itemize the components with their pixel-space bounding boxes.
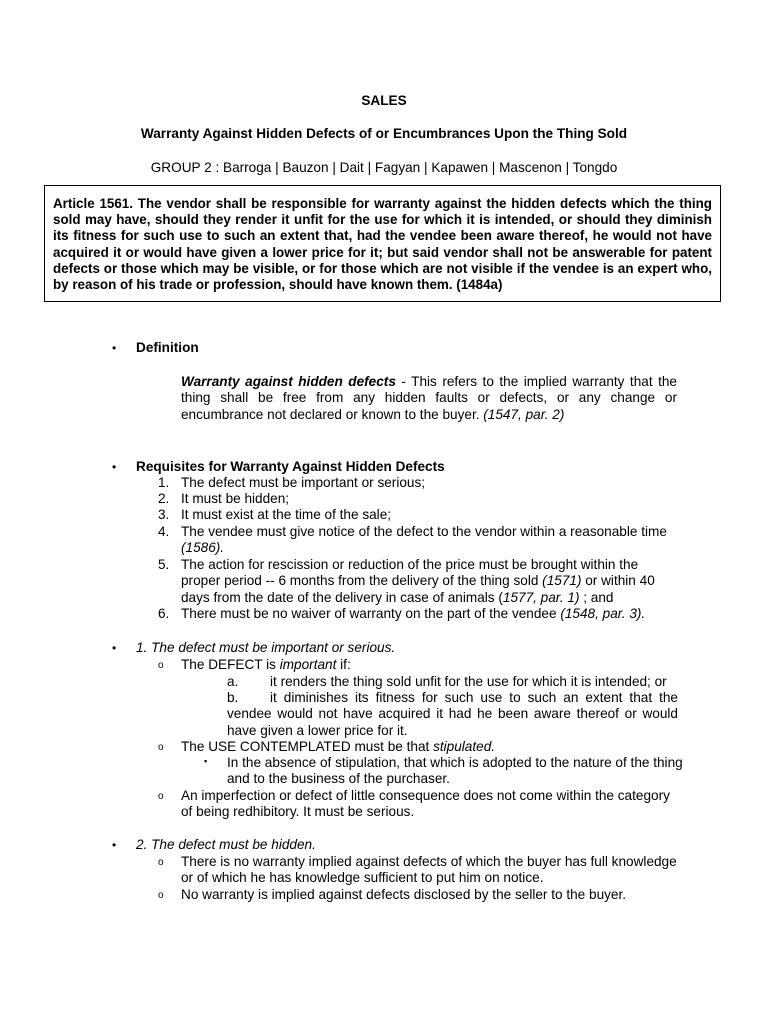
circle-bullet-icon: o	[158, 791, 164, 802]
requisite-text: The vendee must give notice of the defect to the vendor within a reasonable time	[181, 524, 667, 539]
bullet-icon: •	[112, 341, 117, 355]
document-title: SALES	[361, 93, 407, 108]
requisite-number: 2.	[158, 491, 170, 506]
circle-bullet-icon: o	[158, 660, 164, 671]
circle-bullet-icon: o	[158, 890, 164, 901]
subitem-label: b.	[227, 690, 239, 705]
requisite-text: There must be no waiver of warranty on the part of the vendee	[181, 606, 561, 621]
requisite-number: 3.	[158, 507, 170, 522]
section2-item: There is no warranty implied against defects of which the buyer has full knowledge or of which he has knowledge sufficient to put him on notice.	[181, 854, 677, 886]
important-text: The DEFECT is	[181, 657, 280, 672]
bullet-icon: •	[112, 460, 117, 474]
requisite-item: It must exist at the time of the sale;	[181, 507, 392, 522]
bullet-icon: •	[112, 641, 117, 655]
requisite-number: 5.	[158, 557, 170, 572]
subitem-text: it diminishes its fitness for such use to such an extent that the vendee would not have acquired it had he been aware thereof or would have given a lower price for it.	[227, 690, 678, 738]
requisites-heading: Requisites for Warranty Against Hidden Defects	[136, 459, 445, 474]
circle-bullet-icon: o	[158, 742, 164, 753]
requisite-item	[181, 606, 681, 622]
requisite-item: The defect must be important or serious;	[181, 475, 426, 490]
requisite-citation: (1548, par. 3).	[560, 606, 646, 621]
section2-heading: 2. The defect must be hidden.	[136, 837, 316, 852]
requisite-item	[181, 557, 681, 606]
requisite-text: The action for rescission or reduction of the price must be brought within the proper period -- 6 months from the delivery of the thing sold	[181, 557, 639, 589]
definition-term: Warranty against hidden defects	[181, 374, 396, 389]
requisite-citation: (1586).	[181, 540, 225, 556]
subitem-text: it renders the thing sold unfit for the use for which it is intended; or	[270, 674, 667, 689]
definition-citation: (1547, par. 2)	[483, 406, 565, 422]
requisite-number: 1.	[158, 475, 170, 490]
subitem-label: a.	[227, 674, 239, 689]
definition-heading: Definition	[136, 340, 199, 355]
article-box: Article 1561. The vendor shall be responsible for warranty against the hidden defects which the thing sold may have, should they render it unfit for the use for which it is intended, or should they diminish its fitness for such use to such an extent that, had the vendee been aware thereof, he would not have acquired it or would have given a lower price for it; but said vendor shall not be answerable for patent defects or those which may be visible, or for those which are not visible if the vendee is an expert who, by reason of his trade or profession, should have known them. (1484a)	[44, 185, 721, 302]
requisite-text: ; and	[579, 589, 614, 605]
imperfection-text: An imperfection or defect of little consequence does not come within the category of being redhibitory. It must be serious.	[181, 788, 670, 820]
use-stipulated: stipulated.	[433, 739, 496, 754]
important-word: important	[279, 657, 337, 672]
important-label	[181, 657, 351, 673]
requisite-text: or within 40 days from the date of the delivery in case of animals (	[181, 573, 655, 605]
definition-text: - This refers to the implied warranty that the thing shall be free from any hidden faults or defects, or any change or encumbrance not declared or known to the buyer.	[181, 374, 677, 422]
bullet-icon: •	[112, 838, 117, 852]
requisite-number: 4.	[158, 524, 170, 539]
section2-item: No warranty is implied against defects disclosed by the seller to the buyer.	[181, 887, 627, 902]
document-subtitle: Warranty Against Hidden Defects of or Encumbrances Upon the Thing Sold	[140, 126, 628, 141]
square-bullet-icon: ▪	[204, 756, 208, 766]
group-members: GROUP 2 : Barroga | Bauzon | Dait | Fagyan | Kapawen | Mascenon | Tongdo	[150, 160, 618, 175]
requisite-number: 6.	[158, 606, 170, 621]
circle-bullet-icon: o	[158, 857, 164, 868]
requisite-citation: 1577, par. 1)	[502, 589, 580, 605]
definition-body	[181, 374, 677, 423]
requisite-citation: (1571)	[542, 573, 582, 589]
absence-text: In the absence of stipulation, that which is adopted to the nature of the thing and to the business of the purchaser.	[227, 755, 683, 787]
requisite-item	[181, 524, 681, 557]
requisite-item: It must be hidden;	[181, 491, 290, 506]
section1-heading: 1. The defect must be important or serious.	[136, 640, 396, 655]
important-text: if:	[336, 657, 351, 672]
use-contemplated	[181, 739, 495, 755]
use-text: The USE CONTEMPLATED must be that	[181, 739, 434, 754]
